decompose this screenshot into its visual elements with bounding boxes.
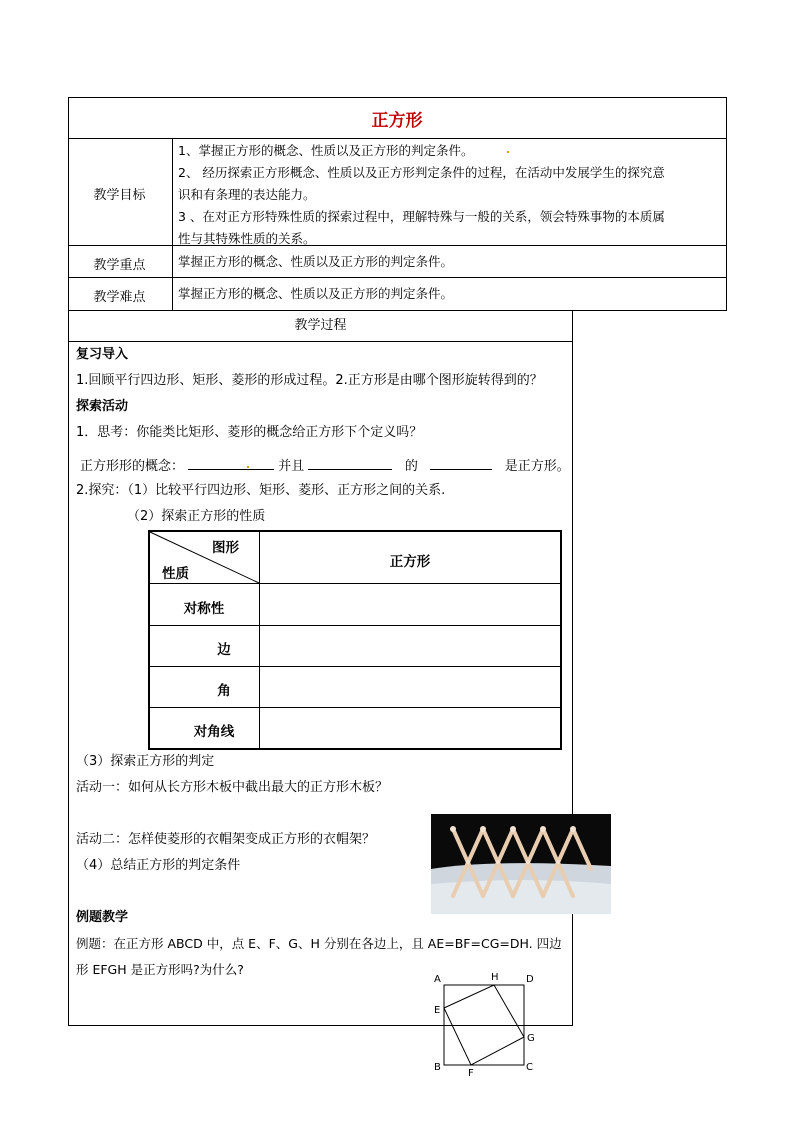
summary-text: （4）总结正方形的判定条件 xyxy=(76,858,241,873)
table-border xyxy=(68,277,727,278)
difficulties-label: 教学难点 xyxy=(93,290,146,305)
table-border xyxy=(68,138,727,139)
explore2b-text: （2）探索正方形的性质 xyxy=(127,509,266,524)
label-E: E xyxy=(434,1005,441,1016)
table-row-label: 边 xyxy=(217,642,231,658)
label-B: B xyxy=(434,1062,441,1073)
decor-dot xyxy=(247,466,249,468)
explore-heading: 探索活动 xyxy=(76,399,129,414)
definition-line xyxy=(80,455,570,475)
objective-line: 性与其特殊性质的关系。 xyxy=(178,231,316,246)
example-line1: 例题：在正方形 ABCD 中，点 E、F、G、H 分别在各边上，且 AE=BF=CG=DH. 四边 xyxy=(76,936,562,951)
table-corner-bottom: 性质 xyxy=(162,566,189,582)
definition-suffix: 是正方形。 xyxy=(504,459,570,474)
definition-blank[interactable] xyxy=(430,455,492,470)
definition-of: 的 xyxy=(404,459,418,474)
label-C: C xyxy=(526,1062,533,1073)
definition-prefix: 正方形形的概念： xyxy=(80,459,185,474)
process-border-left xyxy=(68,310,69,1026)
table-row-label: 角 xyxy=(217,683,231,699)
review-heading: 复习导入 xyxy=(76,347,129,362)
label-F: F xyxy=(468,1068,474,1078)
process-header: 教学过程 xyxy=(294,318,347,333)
objective-line: 3 、在对正方形特殊性质的探索过程中，理解特殊与一般的关系，领会特殊事物的本质属 xyxy=(178,209,665,224)
square-efgh-figure xyxy=(430,968,540,1078)
process-header-divider xyxy=(68,341,573,342)
label-G: G xyxy=(527,1033,535,1044)
coat-rack-photo xyxy=(431,814,611,914)
table-border-right xyxy=(726,97,727,311)
table-row-label: 对称性 xyxy=(183,601,225,617)
property-table-row-line xyxy=(148,666,560,667)
think-text: 1．思考：你能类比矩形、菱形的概念给正方形下个定义吗？ xyxy=(76,425,423,440)
table-corner-top: 图形 xyxy=(212,540,239,556)
definition-and: 并且 xyxy=(278,459,305,474)
activity2-text: 活动二：怎样使菱形的衣帽架变成正方形的衣帽架？ xyxy=(76,832,376,847)
definition-blank[interactable] xyxy=(308,455,392,470)
table-row-label: 对角线 xyxy=(193,724,235,740)
objective-line: 识和有条理的表达能力。 xyxy=(178,187,316,202)
objectives-label: 教学目标 xyxy=(93,188,146,203)
decor-dot xyxy=(507,151,509,153)
judge-heading: （3）探索正方形的判定 xyxy=(76,754,215,769)
example-heading: 例题教学 xyxy=(76,910,129,925)
label-D: D xyxy=(526,974,534,985)
objective-line: 1、掌握正方形的概念、性质以及正方形的判定条件。 xyxy=(178,143,474,158)
property-table-row-line xyxy=(148,625,560,626)
table-border xyxy=(68,310,727,311)
definition-blank[interactable] xyxy=(188,455,274,470)
table-column-header: 正方形 xyxy=(389,554,431,570)
table-border-top xyxy=(68,97,727,98)
property-table-row-line xyxy=(148,707,560,708)
review-text: 1.回顾平行四边形、矩形、菱形的形成过程。2.正方形是由哪个图形旋转得到的？ xyxy=(76,373,543,388)
key-points-text: 掌握正方形的概念、性质以及正方形的判定条件。 xyxy=(178,254,454,269)
explore2-text: 2.探究：（1）比较平行四边形、矩形、菱形、正方形之间的关系. xyxy=(76,483,446,498)
process-border-right xyxy=(572,310,573,1026)
label-H: H xyxy=(491,972,499,983)
activity1-text: 活动一：如何从长方形木板中截出最大的正方形木板？ xyxy=(76,780,389,795)
objective-line: 2、 经历探索正方形概念、性质以及正方形判定条件的过程，在活动中发展学生的探究意 xyxy=(178,165,665,180)
objectives-content xyxy=(178,140,723,250)
difficulties-text: 掌握正方形的概念、性质以及正方形的判定条件。 xyxy=(178,286,454,301)
label-A: A xyxy=(434,974,441,985)
table-border-mid xyxy=(172,138,173,311)
page-title: 正方形 xyxy=(371,111,423,131)
example-line2: 形 EFGH 是正方形吗?为什么? xyxy=(76,962,244,977)
key-points-label: 教学重点 xyxy=(93,258,146,273)
